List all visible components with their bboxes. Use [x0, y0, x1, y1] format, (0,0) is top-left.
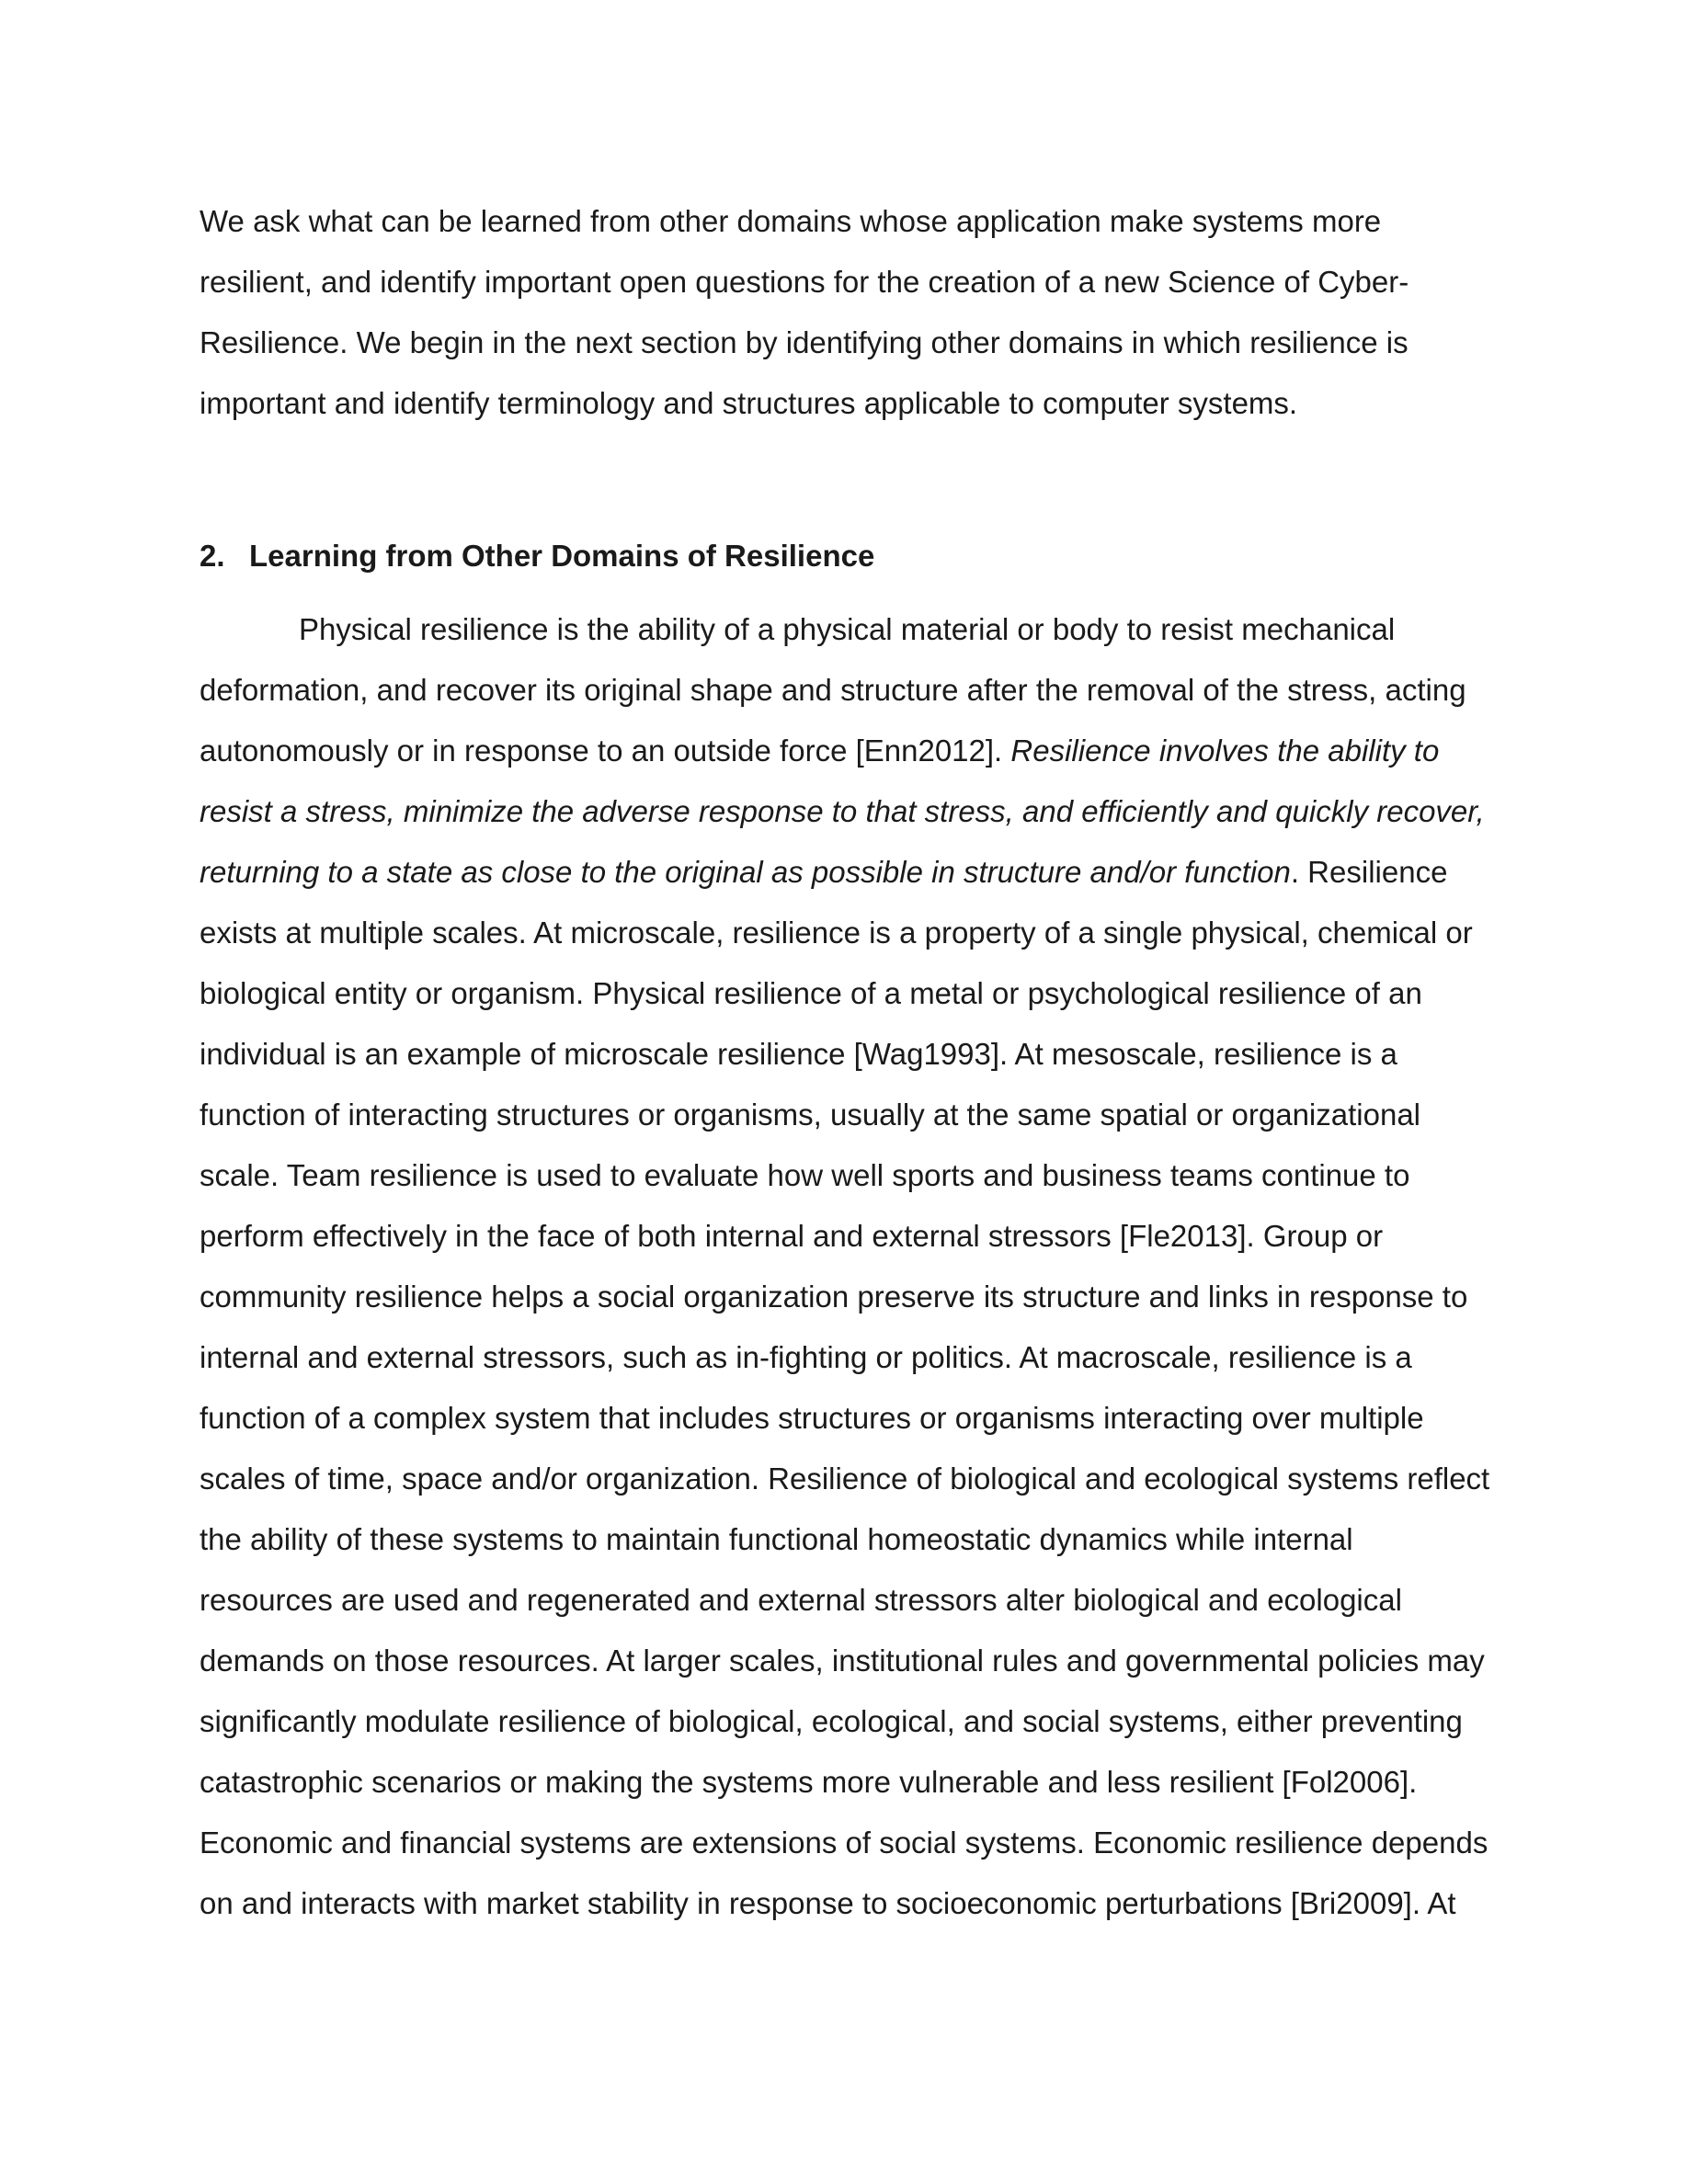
text-line: function of interacting structures or organisms, usually at the same spatial or organizational	[200, 1098, 1421, 1132]
section-title: Learning from Other Domains of Resilience	[249, 539, 875, 573]
text-line	[200, 781, 1498, 842]
text-line: deformation, and recover its original shape and structure after the removal of the stress, acting	[200, 673, 1466, 707]
italic-text: returning to a state as close to the original as possible in structure and/or function	[200, 855, 1291, 889]
text-line: community resilience helps a social organization preserve its structure and links in response to	[200, 1280, 1468, 1314]
text-line: internal and external stressors, such as in-fighting or politics. At macroscale, resilience is a	[200, 1340, 1412, 1374]
text-line: the ability of these systems to maintain functional homeostatic dynamics while internal	[200, 1522, 1353, 1556]
page-content	[200, 191, 1498, 1934]
text-line: resources are used and regenerated and external stressors alter biological and ecological	[200, 1583, 1402, 1617]
text-line: function of a complex system that includes structures or organisms interacting over multiple	[200, 1401, 1424, 1435]
plain-text: . Resilience	[1290, 855, 1448, 889]
text-line: on and interacts with market stability in response to socioeconomic perturbations [Bri2009]. At	[200, 1886, 1456, 1920]
text-line: resilient, and identify important open questions for the creation of a new Science of Cyber-	[200, 265, 1409, 299]
text-line: catastrophic scenarios or making the systems more vulnerable and less resilient [Fol2006].	[200, 1765, 1418, 1799]
text-line: We ask what can be learned from other domains whose application make systems more	[200, 204, 1382, 238]
text-line: biological entity or organism. Physical resilience of a metal or psychological resilience of an	[200, 976, 1422, 1010]
section-number: 2.	[200, 539, 225, 573]
text-line: Economic and financial systems are extensions of social systems. Economic resilience depends	[200, 1826, 1488, 1860]
text-line: scale. Team resilience is used to evaluate how well sports and business teams continue to	[200, 1158, 1410, 1192]
text-line: significantly modulate resilience of biological, ecological, and social systems, either preventing	[200, 1704, 1463, 1738]
text-line: important and identify terminology and structures applicable to computer systems.	[200, 386, 1298, 420]
text-line: scales of time, space and/or organization. Resilience of biological and ecological systems reflect	[200, 1462, 1490, 1496]
italic-text: resist a stress, minimize the adverse response to that stress, and efficiently and quickly recover,	[200, 794, 1485, 828]
section-heading	[200, 526, 1498, 586]
text-line	[200, 721, 1498, 781]
italic-text: Resilience involves the ability to	[1010, 734, 1440, 768]
text-line: demands on those resources. At larger scales, institutional rules and governmental policies may	[200, 1644, 1485, 1678]
text-line: Physical resilience is the ability of a physical material or body to resist mechanical	[299, 612, 1396, 646]
plain-text: autonomously or in response to an outside force [Enn2012].	[200, 734, 1011, 768]
intro-paragraph	[200, 191, 1498, 434]
text-line: perform effectively in the face of both internal and external stressors [Fle2013]. Group or	[200, 1219, 1384, 1253]
text-line: individual is an example of microscale resilience [Wag1993]. At mesoscale, resilience is a	[200, 1037, 1397, 1071]
text-line: exists at multiple scales. At microscale, resilience is a property of a single physical, chemical or	[200, 916, 1473, 950]
text-line: Resilience. We begin in the next section by identifying other domains in which resilience is	[200, 325, 1409, 359]
section-spacer	[200, 434, 1498, 526]
body-paragraph	[200, 599, 1498, 1934]
text-line	[200, 842, 1498, 903]
